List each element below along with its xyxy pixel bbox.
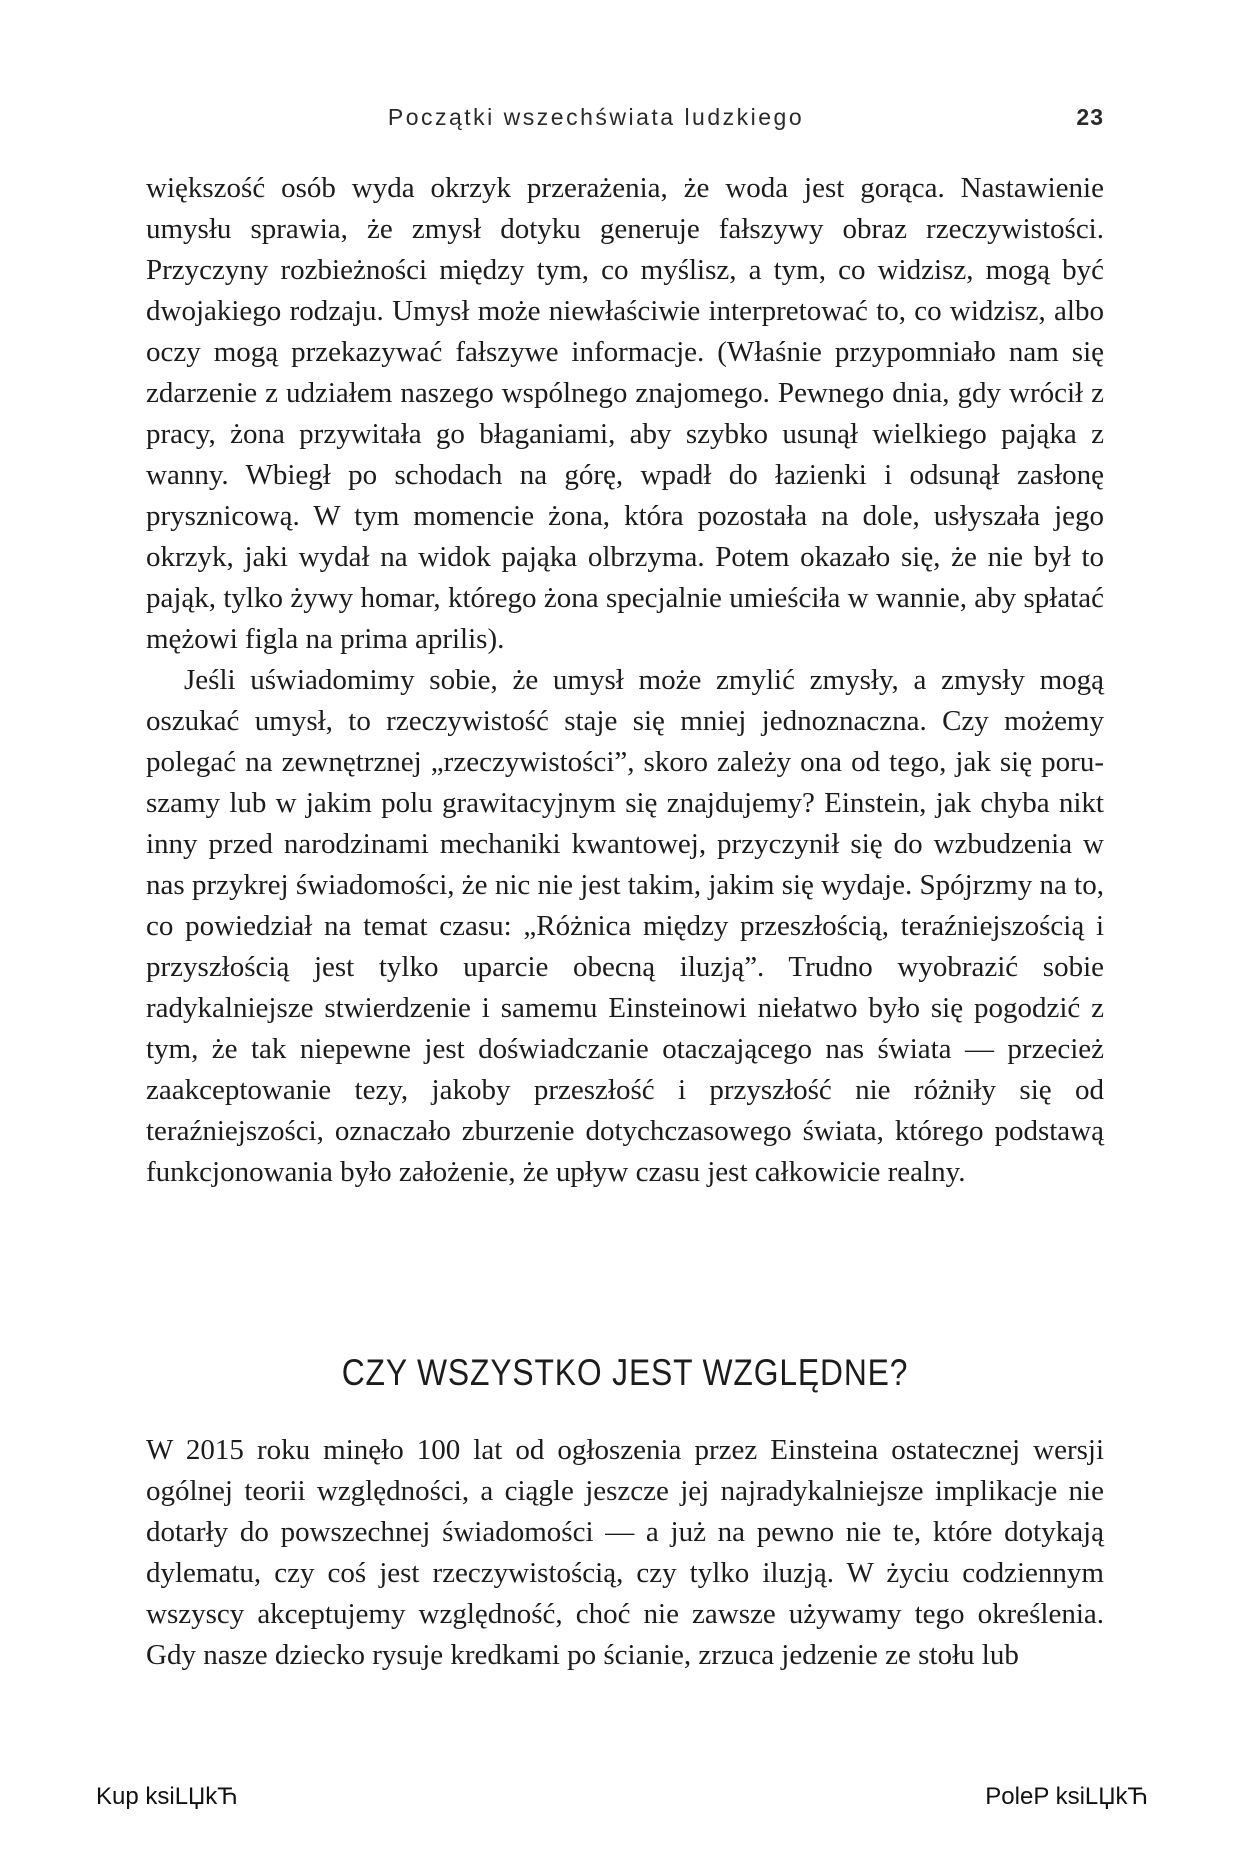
- running-header: [146, 104, 1104, 144]
- running-title: Początki wszechświata ludzkiego: [387, 104, 805, 130]
- paragraph: większość osób wyda okrzyk przerażenia, że woda jest gorąca. Nastawienie umysłu sprawia, że zmysł dotyku generuje fałszywy obraz rzeczywistości. Przyczyny rozbieżności między tym, co myślisz, a tym, co widzisz, mogą być dwojakiego rodzaju. Umysł może niewłaściwie interpretować to, co widzisz, albo oczy mogą przekazywać fałszywe informacje. (Właśnie przypomniało nam się zdarzenie z udziałem naszego wspólnego znajomego. Pewnego dnia, gdy wrócił z pracy, żona przywitała go błaganiami, aby szybko usunął wielkiego pająka z wanny. Wbiegł po schodach na górę, wpadł do łazienki i odsunął zasłonę prysznicową. W tym momencie żona, która pozostała na dole, usłyszała jego okrzyk, jaki wydał na widok pająka olbrzyma. Potem okazało się, że nie był to pająk, tylko żywy homar, którego żona specjalnie umieściła w wannie, aby spłatać mężowi figla na prima aprilis).: [146, 172, 1104, 655]
- recommend-book-link[interactable]: PoleP ksiLЏkЋ: [985, 1783, 1148, 1810]
- section-body-text: [146, 1430, 1104, 1676]
- buy-book-link[interactable]: Kup ksiLЏkЋ: [96, 1783, 238, 1810]
- body-text-block: [146, 168, 1104, 1193]
- page-number: 23: [1076, 104, 1104, 130]
- paragraph: W 2015 roku minęło 100 lat od ogłoszenia przez Einsteina ostatecznej wersji ogólnej teorii względności, a ciągle jeszcze jej najradykalniejsze implikacje nie dotarły do powszechnej świadomości — a już na pewno nie te, które dotykają dylematu, czy coś jest rzeczywistością, czy tylko iluzją. W życiu codziennym wszyscy akceptujemy względność, choć nie zawsze używamy tego określenia. Gdy nasze dziecko rysuje kredkami po ścianie, zrzuca jedzenie ze stołu lub: [146, 1434, 1104, 1671]
- paragraph: Jeśli uświadomimy sobie, że umysł może zmylić zmysły, a zmysły mogą oszukać umysł, to rzeczywistość staje się mniej jednoznaczna. Czy możemy polegać na zewnętrznej „rzeczywistości”, skoro zależy ona od tego, jak się poruszamy lub w jakim polu grawitacyjnym się znajdujemy? Einstein, jak chyba nikt inny przed narodzinami mechaniki kwantowej, przyczynił się do wzbudzenia w nas przykrej świadomości, że nic nie jest takim, jakim się wydaje. Spójrzmy na to, co powiedział na temat czasu: „Różnica między przeszłością, teraźniejszością i przyszłością jest tylko uparcie obecną iluzją”. Trudno wyobrazić sobie radykalniejsze stwierdzenie i samemu Einsteinowi niełatwo było się pogodzić z tym, że tak niepewne jest doświadczanie otaczającego nas świata — przecież zaakceptowanie tezy, jakoby przeszłość i przyszłość nie różniły się od teraźniejszości, oznaczało zburzenie dotychczasowego świata, którego podstawą funkcjonowania było założenie, że upływ czasu jest całkowicie realny.: [146, 664, 1104, 1188]
- section-heading: CZY WSZYSTKO JEST WZGLĘDNE?: [341, 1352, 909, 1393]
